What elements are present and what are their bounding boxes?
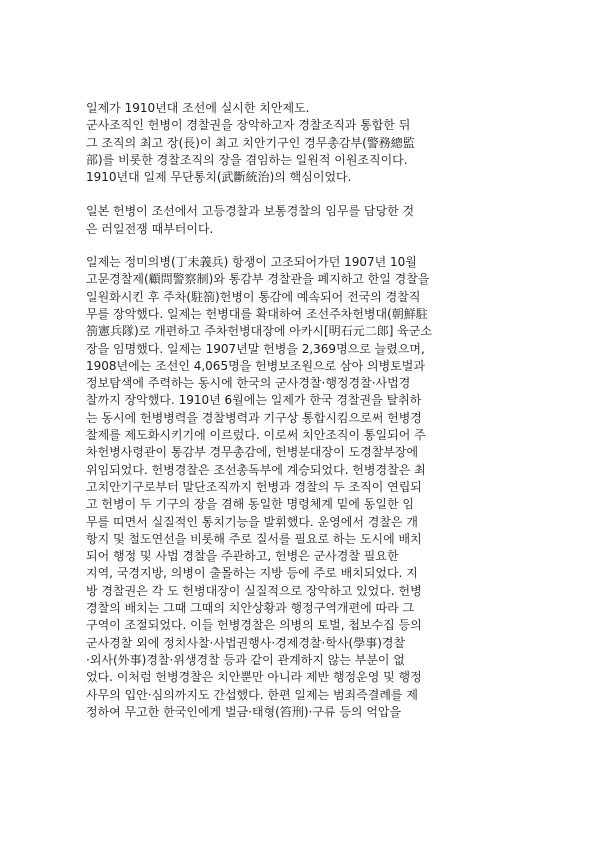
text-line: 찰제를 제도화시키기에 이르렀다. 이로써 치안조직이 통일되어 주 (86, 428, 426, 443)
text-line: 고 헌병이 두 기구의 장을 겸해 동일한 명령체계 밑에 동일한 임 (86, 497, 414, 512)
document-body (86, 100, 514, 721)
text-line: 고문경찰제(顧問警察制)와 통감부 경찰관을 폐지하고 한일 경찰을 (86, 272, 430, 287)
text-line: 구역이 조절되었다. 이들 헌병경찰은 의병의 토벌, 첩보수집 등의 (86, 618, 422, 633)
text-line: 지역, 국경지방, 의병이 출몰하는 지방 등에 주로 배치되었다. 지 (86, 566, 418, 581)
text-line: 장을 임명했다. 일제는 1907년말 헌병을 2,369명으로 늘렸으며, (86, 341, 425, 356)
text-line: 군사조직인 헌병이 경찰권을 장악하고자 경찰조직과 통합한 뒤 (86, 118, 411, 133)
text-line: ·외사(外事)경찰·위생경찰 등과 같이 관계하지 않는 부분이 없 (86, 652, 405, 667)
text-line: 군사경찰 외에 정치사찰·사법권행사·경제경찰·학사(學事)경찰 (86, 635, 406, 650)
text-line: 무를 띠면서 실질적인 통치기능을 발휘했다. 운영에서 경찰은 개 (86, 514, 418, 529)
text-line: 되어 행정 및 사법 경찰을 주관하고, 헌병은 군사경찰 필요한 (86, 549, 399, 564)
text-line: 사무의 입안·심의까지도 간섭했다. 한편 일제는 범죄즉결례를 제 (86, 687, 418, 702)
paragraph-gap (86, 238, 514, 254)
text-line: 1910년대 일제 무단통치(武斷統治)의 핵심이었다. (86, 170, 352, 185)
text-line: 그 조직의 최고 장(長)이 최고 치안기구인 경무총감부(警務總監 (86, 135, 415, 150)
text-line: 箚憲兵隊)로 개편하고 주차헌병대장에 아카시[明石元二郞] 육군소 (86, 324, 432, 339)
paragraph-definition (86, 100, 514, 186)
text-line: 는 동시에 헌병병력을 경찰병력과 기구상 통합시킴으로써 헌병경 (86, 410, 422, 425)
text-line: 방 경찰권은 각 도 헌병대장이 실질적으로 장악하고 있었다. 헌병 (86, 583, 422, 598)
paragraph-history (86, 254, 514, 721)
text-line: 무를 장악했다. 일제는 헌병대를 확대하여 조선주차헌병대(朝鮮駐 (86, 306, 428, 321)
text-line: 일제가 1910년대 조선에 실시한 치안제도. (86, 101, 310, 115)
text-line: 일제는 정미의병(丁未義兵) 항쟁이 고조되어가던 1907년 10월 (86, 255, 417, 270)
text-line: 었다. 이처럼 헌병경찰은 치안뿐만 아니라 제반 행정운영 및 행정 (86, 670, 422, 685)
text-line: 1908년에는 조선인 4,065명을 헌병보조원으로 삼아 의병토벌과 (86, 358, 425, 373)
text-line: 部)를 비롯한 경찰조직의 장을 겸임하는 일원적 이원조직이다. (86, 152, 408, 167)
text-line: 일원화시킨 후 주차(駐箚)헌병이 통감에 예속되어 전국의 경찰직 (86, 289, 421, 304)
text-line: 은 러일전쟁 때부터이다. (86, 221, 214, 236)
text-line: 정보탐색에 주력하는 동시에 한국의 군사경찰·행정경찰·사법경 (86, 376, 411, 391)
text-line: 고치안기구로부터 말단조직까지 헌병과 경찰의 두 조직이 연립되 (86, 479, 422, 494)
text-line: 위임되었다. 헌병경찰은 조선총독부에 계승되었다. 헌병경찰은 최 (86, 462, 426, 477)
text-line: 일본 헌병이 조선에서 고등경찰과 보통경찰의 임무를 담당한 것 (86, 204, 415, 219)
paragraph-gap (86, 186, 514, 203)
paragraph-origin (86, 203, 514, 238)
text-line: 정하여 무고한 한국인에게 벌금·태형(笞刑)·구류 등의 억압을 (86, 704, 402, 719)
text-line: 찰까지 장악했다. 1910년 6월에는 일제가 한국 경찰권을 탈취하 (86, 393, 422, 408)
text-line: 차헌병사령관이 통감부 경무총감에, 헌병분대장이 도경찰부장에 (86, 445, 419, 460)
text-line: 항지 및 철도연선을 비롯해 주로 질서를 필요로 하는 도시에 배치 (86, 531, 422, 546)
text-line: 경찰의 배치는 그때 그때의 치안상황과 행정구역개편에 따라 그 (86, 601, 415, 616)
